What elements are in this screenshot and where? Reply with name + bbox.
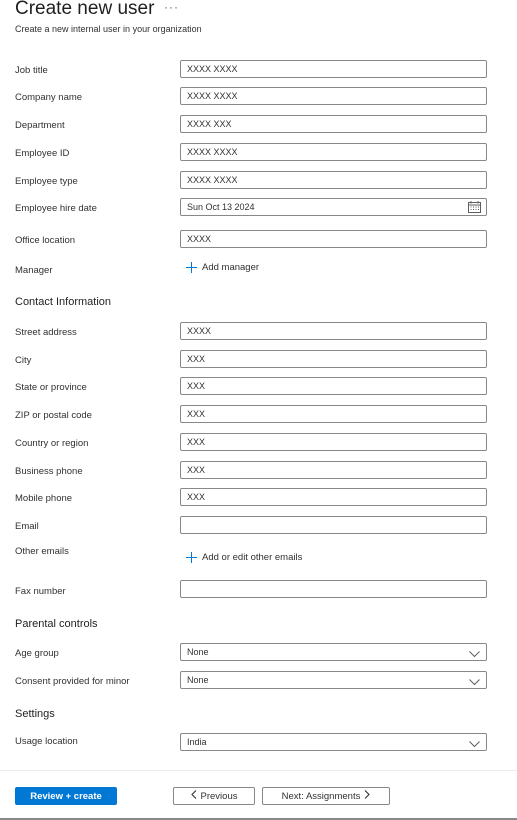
fax-input[interactable] — [180, 580, 487, 598]
consent-value: None — [187, 675, 209, 685]
department-input[interactable]: XXXX XXX — [180, 115, 487, 133]
parental-section-title: Parental controls — [15, 618, 98, 630]
chevron-left-icon — [191, 790, 197, 802]
company-name-input[interactable]: XXXX XXXX — [180, 87, 487, 105]
employee-id-input[interactable]: XXXX XXXX — [180, 143, 487, 161]
job-title-label: Job title — [15, 65, 48, 76]
hire-date-label: Employee hire date — [15, 203, 97, 214]
job-title-input[interactable]: XXXX XXXX — [180, 60, 487, 78]
country-label: Country or region — [15, 438, 89, 449]
street-address-label: Street address — [15, 327, 77, 338]
usage-location-value: India — [187, 737, 207, 747]
review-create-button[interactable] — [15, 787, 117, 805]
street-address-input[interactable]: XXXX — [180, 322, 487, 340]
employee-type-label: Employee type — [15, 176, 78, 187]
previous-button[interactable] — [173, 787, 255, 805]
state-input[interactable]: XXX — [180, 377, 487, 395]
page-subtitle: Create a new internal user in your organization — [15, 24, 202, 34]
chevron-down-icon — [469, 675, 480, 689]
age-group-value: None — [187, 647, 209, 657]
consent-select[interactable] — [180, 671, 487, 689]
usage-location-select[interactable] — [180, 733, 487, 751]
company-name-label: Company name — [15, 92, 83, 103]
zip-label: ZIP or postal code — [15, 410, 92, 421]
contact-section-title: Contact Information — [15, 296, 111, 308]
settings-section-title: Settings — [15, 708, 55, 720]
age-group-label: Age group — [15, 648, 59, 659]
office-location-label: Office location — [15, 235, 76, 246]
usage-location-label: Usage location — [15, 736, 78, 747]
state-label: State or province — [15, 382, 87, 393]
fax-label: Fax number — [15, 586, 66, 597]
country-input[interactable]: XXX — [180, 433, 487, 451]
business-phone-input[interactable]: XXX — [180, 461, 487, 479]
previous-label: Previous — [200, 790, 238, 802]
chevron-down-icon — [469, 737, 480, 751]
email-input[interactable] — [180, 516, 487, 534]
more-options-icon[interactable]: ··· — [164, 0, 179, 14]
consent-label: Consent provided for minor — [15, 676, 130, 687]
calendar-icon[interactable] — [468, 201, 481, 216]
city-input[interactable]: XXX — [180, 350, 487, 368]
page-title: Create new user — [15, 0, 155, 19]
next-assignments-label: Next: Assignments — [281, 790, 361, 802]
mobile-phone-label: Mobile phone — [15, 493, 73, 504]
employee-id-label: Employee ID — [15, 148, 70, 159]
next-assignments-button[interactable] — [262, 787, 390, 805]
footer-divider — [0, 770, 517, 771]
office-location-input[interactable]: XXXX — [180, 230, 487, 248]
department-label: Department — [15, 120, 65, 131]
other-emails-label: Other emails — [15, 546, 69, 557]
city-label: City — [15, 355, 32, 366]
business-phone-label: Business phone — [15, 466, 83, 477]
plus-icon — [186, 262, 197, 273]
review-create-label: Review + create — [30, 790, 102, 802]
add-manager-button[interactable] — [186, 262, 259, 273]
chevron-down-icon — [469, 647, 480, 661]
zip-input[interactable]: XXX — [180, 405, 487, 423]
add-manager-label: Add manager — [202, 262, 260, 273]
age-group-select[interactable] — [180, 643, 487, 661]
mobile-phone-input[interactable]: XXX — [180, 488, 487, 506]
manager-label: Manager — [15, 265, 53, 276]
hire-date-value: Sun Oct 13 2024 — [187, 202, 255, 212]
add-other-emails-label: Add or edit other emails — [202, 552, 303, 563]
add-other-emails-button[interactable] — [186, 552, 302, 563]
hire-date-picker[interactable] — [180, 198, 487, 216]
employee-type-input[interactable]: XXXX XXXX — [180, 171, 487, 189]
plus-icon — [186, 552, 197, 563]
email-label: Email — [15, 521, 39, 532]
chevron-right-icon — [364, 790, 370, 802]
